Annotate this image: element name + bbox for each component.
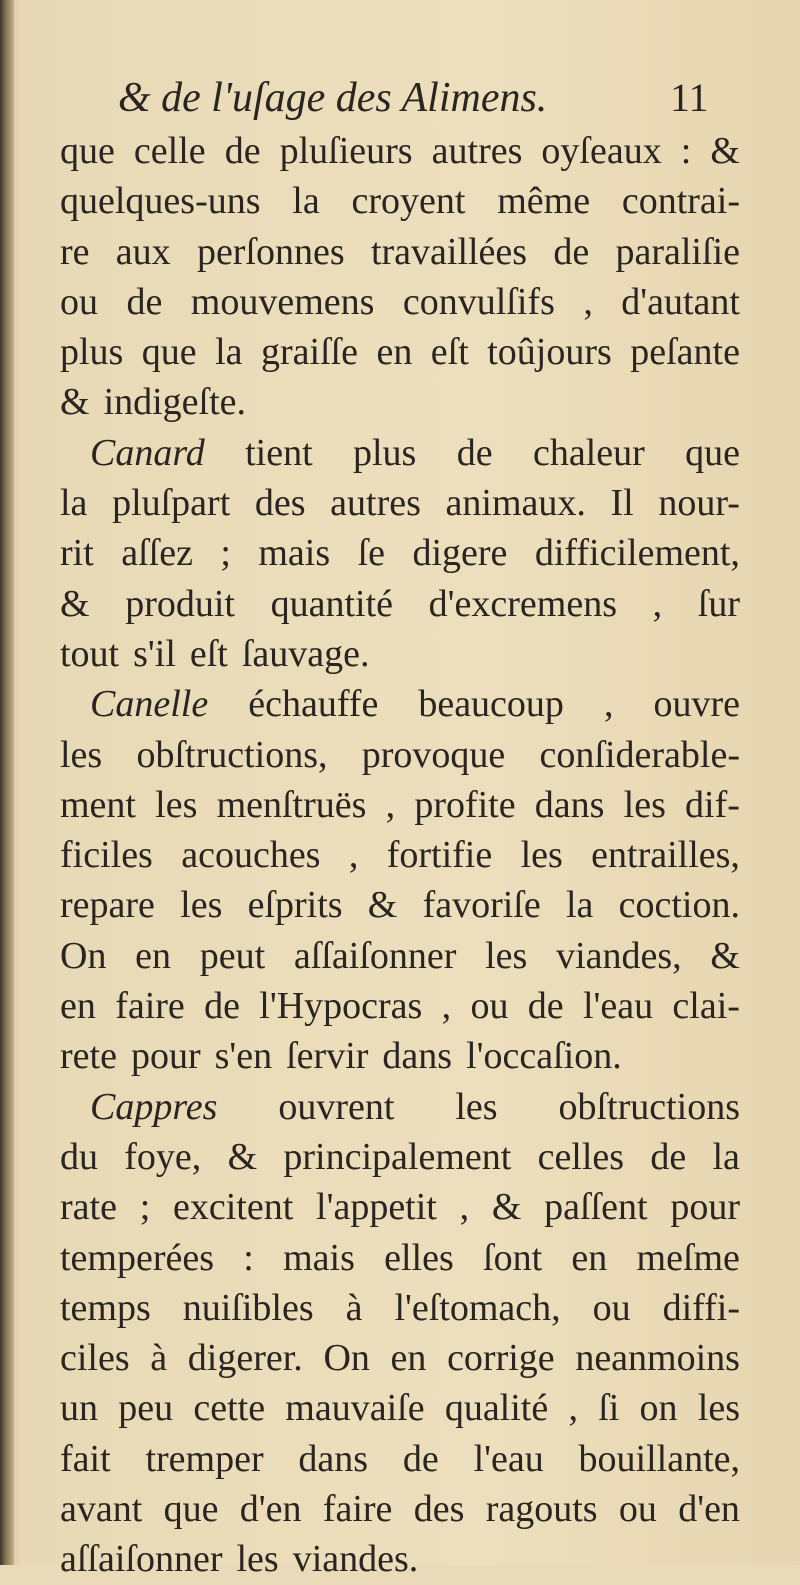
- word: obſtructions: [558, 1085, 740, 1128]
- text-line: [60, 377, 740, 427]
- word: graiſſe: [260, 331, 359, 374]
- word: ,: [459, 1186, 470, 1229]
- word: re: [60, 230, 90, 273]
- word: de: [204, 985, 240, 1028]
- word: ciles: [60, 1337, 130, 1380]
- word: excitent: [173, 1186, 294, 1229]
- word: ragouts: [485, 1488, 598, 1531]
- word: quelques-uns: [60, 180, 261, 223]
- word: digere: [412, 532, 508, 575]
- word: l'eſtomach,: [394, 1286, 561, 1329]
- word: en: [376, 331, 413, 374]
- word: les: [520, 834, 563, 877]
- word: provoque: [361, 733, 506, 776]
- word: avant: [60, 1488, 143, 1531]
- word: d'en: [678, 1488, 740, 1531]
- word: rate: [60, 1186, 117, 1229]
- word: pour: [670, 1186, 740, 1229]
- word: ;: [220, 532, 231, 575]
- word: oyſeaux: [541, 130, 662, 172]
- word: un: [60, 1387, 98, 1430]
- word: de: [402, 1437, 439, 1480]
- word: ſervir: [286, 1035, 369, 1078]
- word: ment: [60, 783, 136, 826]
- word: rit: [60, 532, 94, 575]
- word: autres: [431, 130, 523, 172]
- text-line: [60, 780, 740, 830]
- word: obſtructions,: [136, 733, 328, 776]
- text-line: [60, 830, 740, 880]
- word: ;: [139, 1186, 151, 1229]
- word: les: [180, 884, 223, 927]
- word: les: [623, 783, 666, 826]
- word: dans: [534, 783, 605, 826]
- word: &: [227, 1135, 258, 1178]
- word: &: [491, 1186, 522, 1229]
- word: menſtruës: [216, 783, 367, 826]
- word: l'Hypocras: [259, 985, 423, 1028]
- word: en: [60, 985, 96, 1028]
- word: diffi-: [662, 1286, 740, 1329]
- word: la: [292, 180, 320, 223]
- word: celle: [133, 130, 206, 172]
- word: entrailles,: [591, 834, 740, 877]
- word: toûjours: [487, 331, 612, 374]
- word: eſt: [430, 331, 469, 374]
- word: meſme: [636, 1236, 740, 1279]
- word: eſprits: [247, 884, 343, 927]
- word: aſſez: [121, 532, 193, 575]
- word: contrai-: [621, 180, 740, 223]
- text-line: [60, 1132, 740, 1182]
- word: que: [163, 1488, 219, 1531]
- word: celles: [537, 1135, 625, 1178]
- text-line: [60, 679, 740, 729]
- word: ,: [348, 834, 359, 877]
- word: cette: [193, 1387, 266, 1430]
- word: produit: [125, 582, 235, 625]
- text-line: [60, 981, 740, 1031]
- text-line: [60, 478, 740, 528]
- word: On: [60, 934, 107, 977]
- word: d'autant: [621, 280, 740, 323]
- word: plus: [60, 331, 124, 374]
- word: aſſaiſonner: [293, 934, 457, 977]
- word: travaillées: [370, 230, 528, 273]
- text-line: [60, 277, 740, 327]
- word: clai-: [672, 985, 740, 1028]
- word: paraliſie: [615, 230, 740, 273]
- word: des: [413, 1488, 465, 1531]
- word: en: [390, 1337, 427, 1380]
- word: dif-: [685, 783, 740, 826]
- word: viandes.: [292, 1538, 419, 1581]
- word: du: [60, 1135, 98, 1178]
- page-header: [118, 70, 718, 126]
- word: &: [367, 884, 398, 927]
- text-line: [60, 176, 740, 226]
- text-line: [60, 629, 740, 679]
- word: perſonnes: [196, 230, 345, 273]
- word: fortifie: [386, 834, 493, 877]
- word: de: [224, 130, 261, 172]
- word: l'eau: [473, 1437, 544, 1480]
- word: de: [527, 985, 564, 1028]
- word: dans: [298, 1437, 369, 1480]
- word: on: [639, 1387, 678, 1430]
- word: ,: [583, 280, 593, 323]
- word: On: [323, 1337, 370, 1380]
- word: pluſieurs: [279, 130, 413, 172]
- word: quantité: [270, 582, 394, 625]
- word: digerer.: [187, 1337, 303, 1380]
- text-line: [60, 1082, 740, 1132]
- word: ſauvage.: [241, 632, 370, 675]
- text-line: [60, 880, 740, 930]
- word: :: [680, 130, 692, 172]
- word: rete: [60, 1035, 117, 1078]
- entry-term: Canard: [90, 431, 205, 474]
- word: aſſaiſonner: [60, 1538, 223, 1581]
- word: &: [60, 381, 90, 424]
- word: ouvrent: [278, 1085, 395, 1128]
- word: que: [685, 431, 740, 474]
- word: temps: [60, 1286, 151, 1329]
- word: autres: [330, 482, 421, 525]
- text-line: [60, 1434, 740, 1484]
- word: principalement: [283, 1135, 512, 1178]
- word: corrige: [447, 1337, 555, 1380]
- word: que: [60, 130, 115, 172]
- text-line: [60, 1233, 740, 1283]
- word: de: [126, 280, 163, 323]
- page-gutter: [0, 0, 14, 1565]
- word: nour-: [658, 482, 740, 525]
- word: ,: [568, 1387, 578, 1430]
- word: s'il: [133, 632, 176, 675]
- word: faire: [115, 985, 185, 1028]
- word: l'eau: [582, 985, 654, 1028]
- word: pluſpart: [112, 482, 231, 525]
- word: favoriſe: [422, 884, 541, 927]
- word: :: [243, 1236, 254, 1279]
- word: &: [710, 934, 740, 977]
- text-line: [60, 126, 740, 176]
- text-line: [60, 1484, 740, 1534]
- word: de: [553, 230, 590, 273]
- text-line: [60, 1333, 740, 1383]
- word: s'en: [214, 1035, 273, 1078]
- word: mouvemens: [190, 280, 375, 323]
- word: conſiderable-: [539, 733, 740, 776]
- word: paſſent: [544, 1186, 648, 1229]
- word: fait: [60, 1437, 111, 1480]
- word: bouillante,: [578, 1437, 740, 1480]
- word: mauvaiſe: [285, 1387, 425, 1430]
- text-line: [60, 528, 740, 578]
- word: faire: [322, 1488, 393, 1531]
- word: tremper: [145, 1437, 264, 1480]
- word: &: [60, 582, 90, 625]
- word: la: [60, 482, 88, 525]
- text-line: [60, 730, 740, 780]
- word: ou: [618, 1488, 657, 1531]
- text-line: [60, 1031, 740, 1081]
- word: en: [571, 1236, 608, 1279]
- word: les: [236, 1538, 279, 1581]
- word: l'occaſion.: [466, 1035, 622, 1078]
- word: ,: [652, 582, 663, 625]
- text-line: [60, 1283, 740, 1333]
- word: ſur: [697, 582, 740, 625]
- body-text: [60, 126, 740, 1585]
- word: acouches: [181, 834, 321, 877]
- word: ouvre: [653, 683, 740, 726]
- word: profite: [414, 783, 516, 826]
- word: peſante: [630, 331, 740, 374]
- word: la: [712, 1135, 740, 1178]
- word: la: [565, 884, 594, 927]
- text-line: [60, 428, 740, 478]
- text-line: [60, 1534, 740, 1584]
- word: difficilement,: [534, 532, 740, 575]
- word: ,: [603, 683, 614, 726]
- word: pour: [130, 1035, 201, 1078]
- word: de: [456, 431, 493, 474]
- word: aux: [115, 230, 171, 273]
- text-line: [60, 227, 740, 277]
- word: convulſifs: [402, 280, 555, 323]
- word: eſt: [189, 632, 228, 675]
- entry-term: Canelle: [90, 683, 209, 726]
- word: ou: [60, 280, 98, 323]
- word: les: [455, 1085, 498, 1128]
- word: ,: [441, 985, 452, 1028]
- word: peu: [118, 1387, 174, 1430]
- word: que: [141, 331, 197, 374]
- word: indigeſte.: [103, 381, 247, 424]
- word: d'en: [239, 1488, 302, 1531]
- word: dans: [382, 1035, 453, 1078]
- word: échauffe: [248, 683, 379, 726]
- word: nuiſibles: [182, 1286, 314, 1329]
- word: ou: [592, 1286, 631, 1329]
- word: Il: [610, 482, 634, 525]
- word: la: [215, 331, 243, 374]
- text-line: [60, 327, 740, 377]
- word: de: [650, 1135, 687, 1178]
- word: animaux.: [445, 482, 586, 525]
- word: plus: [353, 431, 417, 474]
- word: ou: [470, 985, 509, 1028]
- word: mais: [283, 1236, 355, 1279]
- word: qualité: [444, 1387, 549, 1430]
- word: temperées: [60, 1236, 215, 1279]
- word: les: [155, 783, 198, 826]
- word: chaleur: [532, 431, 645, 474]
- word: les: [485, 934, 528, 977]
- word: à: [150, 1337, 168, 1380]
- text-line: [60, 579, 740, 629]
- word: elles: [384, 1236, 454, 1279]
- word: foye,: [124, 1135, 202, 1178]
- word: d'excremens: [428, 582, 617, 625]
- word: viandes,: [556, 934, 682, 977]
- word: ,: [385, 783, 396, 826]
- word: mais: [258, 532, 331, 575]
- word: ſont: [483, 1236, 543, 1279]
- word: ficiles: [60, 834, 153, 877]
- word: l'appetit: [316, 1186, 437, 1229]
- word: repare: [60, 884, 155, 927]
- word: à: [345, 1286, 363, 1329]
- text-line: [60, 931, 740, 981]
- word: coction.: [618, 884, 740, 927]
- page-number: 11: [670, 75, 709, 120]
- running-title: & de l'uſage des Alimens.: [118, 75, 548, 121]
- entry-term: Cappres: [90, 1085, 218, 1128]
- word: en: [135, 934, 172, 977]
- text-line: [60, 1182, 740, 1232]
- word: ſe: [357, 532, 386, 575]
- word: tient: [245, 431, 313, 474]
- word: ſi: [598, 1387, 620, 1430]
- word: peut: [199, 934, 266, 977]
- word: croyent: [351, 180, 466, 223]
- word: &: [710, 130, 740, 172]
- word: des: [254, 482, 306, 525]
- text-line: [60, 1383, 740, 1433]
- word: les: [697, 1387, 740, 1430]
- word: beaucoup: [418, 683, 564, 726]
- word: tout: [60, 632, 120, 675]
- word: les: [60, 733, 103, 776]
- word: neanmoins: [575, 1337, 740, 1380]
- word: même: [497, 180, 591, 223]
